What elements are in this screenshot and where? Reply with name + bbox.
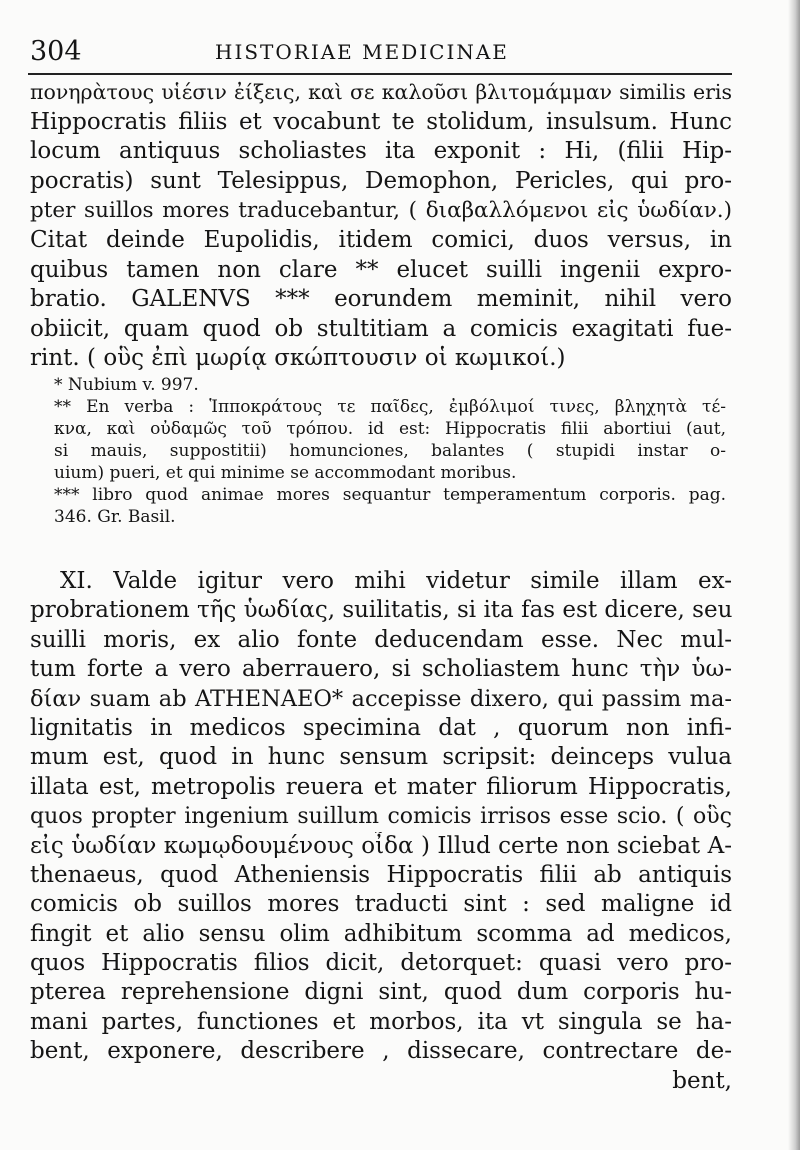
text-line: mum est, quod in hunc sensum scripsit: deinceps vulua xyxy=(30,744,732,771)
text-line: pocratis) sunt Telesippus, Demophon, Pericles, qui pro- xyxy=(30,167,732,194)
text-line: lignitatis in medicos specimina dat , quorum non infi- xyxy=(30,714,732,741)
main-text-block xyxy=(30,78,732,374)
text-line: πονηρὰτους υἱέσιν ἐίξεις, καὶ σε καλοῦσι βλιτομάμμαν similis eris xyxy=(30,80,732,104)
text-line: bent, xyxy=(672,1067,732,1094)
text-line: tum forte a vero aberrauero, si scholiastem hunc τὴν ὑω- xyxy=(30,656,732,683)
text-line: obiicit, quam quod ob stultitiam a comicis exagitati fue- xyxy=(30,315,732,342)
text-line: XI. Valde igitur vero mihi videtur simile illam ex- xyxy=(60,568,732,594)
text-line: δίαν suam ab ATHENAEO* accepisse dixero, qui passim ma- xyxy=(30,685,732,712)
text-line: Citat deinde Eupolidis, itidem comici, duos versus, in xyxy=(30,226,732,253)
footnotes-block xyxy=(54,374,726,528)
page-number: 304 xyxy=(30,36,82,67)
text-line: fingit et alio sensu olim adhibitum scomma ad medicos, xyxy=(30,920,732,947)
text-line: quos Hippocratis filios dicit, detorquet: quasi vero pro- xyxy=(30,950,732,977)
footnote-line: * Nubium v. 997. xyxy=(54,375,199,395)
header-rule xyxy=(28,73,732,75)
text-line: quos propter ingenium suillum comicis irrisos esse scio. ( οὓς xyxy=(30,804,732,830)
footnote-line: ** En verba : Ἱπποκράτους τε παῖδες, ἐμβόλιμοί τινες, βληχητὰ τέ- xyxy=(54,397,726,417)
text-line: locum antiquus scholiastes ita exponit : Hi, (filii Hip- xyxy=(30,138,732,165)
text-line: probrationem τῆς ὑωδίας, suilitatis, si ita fas est dicere, seu xyxy=(30,597,732,624)
page-edge-shadow xyxy=(788,0,800,1150)
text-line: bratio. GALENVS *** eorundem meminit, nihil vero xyxy=(30,286,732,313)
text-line: mani partes, functiones et morbos, ita vt singula se ha- xyxy=(30,1008,732,1035)
running-title: HISTORIAE MEDICINAE xyxy=(215,40,509,64)
text-line: thenaeus, quod Atheniensis Hippocratis filii ab antiquis xyxy=(30,861,732,888)
text-line: Hippocratis filiis et vocabunt te stolidum, insulsum. Hunc xyxy=(30,108,732,135)
text-line: comicis ob suillos mores traducti sint : sed maligne id xyxy=(30,891,732,918)
footnote-line: uium) pueri, et qui minime se accommodant moribus. xyxy=(54,463,517,483)
footnote-line: 346. Gr. Basil. xyxy=(54,507,176,527)
text-line: bent, exponere, describere , dissecare, contrectare de- xyxy=(30,1038,732,1065)
text-line: rint. ( οὓς ἐπὶ μωρίᾳ σκώπτουσιν οἱ κωμικοί.) xyxy=(30,345,566,372)
text-line: illata est, metropolis reuera et mater filiorum Hippocratis, xyxy=(30,773,732,800)
footnote-line: κνα, καὶ οὐδαμῶς τοῦ τρόπου. id est: Hippocratis filii abortiui (aut, xyxy=(54,419,726,439)
running-header xyxy=(30,36,730,70)
text-line: quibus tamen non clare ** elucet suilli ingenii expro- xyxy=(30,256,732,283)
text-line: suilli moris, ex alio fonte deducendam esse. Nec mul- xyxy=(30,626,732,653)
text-line: εἰς ὑωδίαν κωμῳδουμένους οἶδα ) Illud certe non sciebat A- xyxy=(30,832,732,859)
text-line: pterea reprehensione digni sint, quod dum corporis hu- xyxy=(30,979,732,1006)
section-xi-text-block xyxy=(30,567,732,1096)
text-line: pter suillos mores traducebantur, ( διαβαλλόμενοι εἰς ὑωδίαν.) xyxy=(30,198,732,224)
footnote-line: si mauis, suppostitii) homunciones, balantes ( stupidi instar o- xyxy=(54,441,726,461)
footnote-line: *** libro quod animae mores sequantur temperamentum corporis. pag. xyxy=(54,485,726,505)
